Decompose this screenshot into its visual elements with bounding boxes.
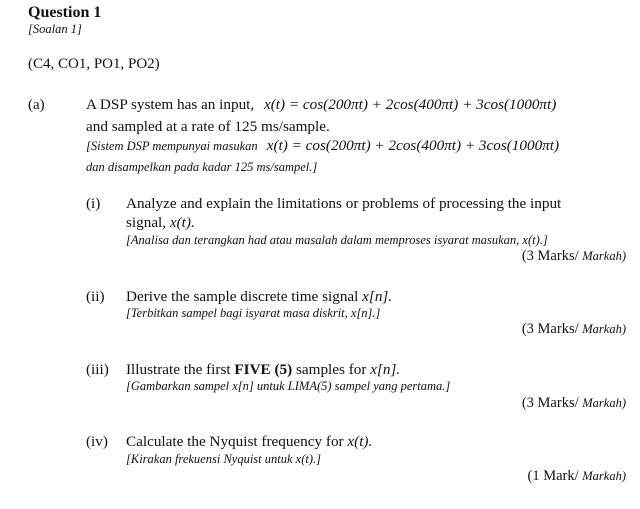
- item-iv-var: x(t).: [347, 433, 373, 450]
- question-subtitle: [Soalan 1]: [28, 22, 82, 36]
- item-iv-mal: [Kirakan frekuensi Nyquist untuk x(t).]: [126, 452, 321, 466]
- item-iii-var: x[n].: [370, 361, 401, 378]
- item-i-marks-mal: Markah): [582, 249, 626, 263]
- item-iii-line1: [126, 361, 400, 379]
- part-a-mal-line2: dan disampelkan pada kadar 125 ms/sampel.]: [86, 160, 318, 174]
- item-iii-bold: FIVE (5): [234, 361, 293, 378]
- item-iv-marks-mal: Markah): [582, 469, 626, 483]
- question-title: Question 1: [28, 4, 102, 21]
- item-i-var: x(t).: [169, 214, 195, 231]
- part-a-line2: and sampled at a rate of 125 ms/sample.: [86, 118, 330, 135]
- item-iii-label: (iii): [86, 361, 109, 378]
- item-ii-marks-en: (3 Marks/: [521, 321, 579, 337]
- item-i-line2: [126, 214, 195, 232]
- signal-expression-mal: x(t) = cos(200πt) + 2cos(400πt) + 3cos(1000πt): [266, 137, 560, 154]
- part-a-line1: [86, 96, 556, 114]
- item-iii-marks-mal: Markah): [582, 396, 626, 410]
- item-iii-marks-en: (3 Marks/: [521, 395, 579, 411]
- item-i-marks-en: (3 Marks/: [521, 248, 579, 264]
- part-a-line1-text: A DSP system has an input,: [86, 96, 255, 113]
- item-iii-mal: [Gambarkan sampel x[n] untuk LIMA(5) sampel yang pertama.]: [126, 379, 451, 393]
- item-ii-mal: [Terbitkan sampel bagi isyarat masa diskrit, x[n].]: [126, 306, 381, 320]
- item-iv-label: (iv): [86, 433, 108, 450]
- part-a-mal-text: [Sistem DSP mempunyai masukan: [86, 139, 258, 153]
- part-a-mal-line1: [86, 137, 559, 155]
- part-a-label: (a): [28, 97, 45, 113]
- item-i-mal: [Analisa dan terangkan had atau masalah dalam memproses isyarat masukan, x(t).]: [126, 233, 548, 247]
- item-iv-marks-en: (1 Mark/: [527, 468, 579, 484]
- item-ii-label: (ii): [86, 288, 105, 305]
- item-ii-line1: [126, 288, 392, 306]
- item-iii-mid: samples for: [295, 361, 367, 378]
- item-iv-line1-text: Calculate the Nyquist frequency for: [126, 433, 344, 450]
- item-ii-line1-text: Derive the sample discrete time signal: [126, 288, 359, 305]
- item-iii-marks: [522, 395, 626, 412]
- signal-expression: x(t) = cos(200πt) + 2cos(400πt) + 3cos(1000πt): [264, 96, 557, 113]
- item-iii-line1-text: Illustrate the first: [126, 361, 231, 378]
- item-i-label: (i): [86, 195, 101, 212]
- item-i-marks: [522, 248, 626, 265]
- item-iv-marks: [527, 468, 626, 485]
- outcome-codes: (C4, CO1, PO1, PO2): [28, 56, 160, 72]
- item-ii-var: x[n].: [362, 288, 393, 305]
- item-i-line1: Analyze and explain the limitations or problems of processing the input: [126, 195, 562, 212]
- item-iv-line1: [126, 433, 372, 451]
- item-ii-marks: [522, 321, 626, 338]
- item-ii-marks-mal: Markah): [582, 322, 626, 336]
- item-i-line2-text: signal,: [126, 214, 167, 231]
